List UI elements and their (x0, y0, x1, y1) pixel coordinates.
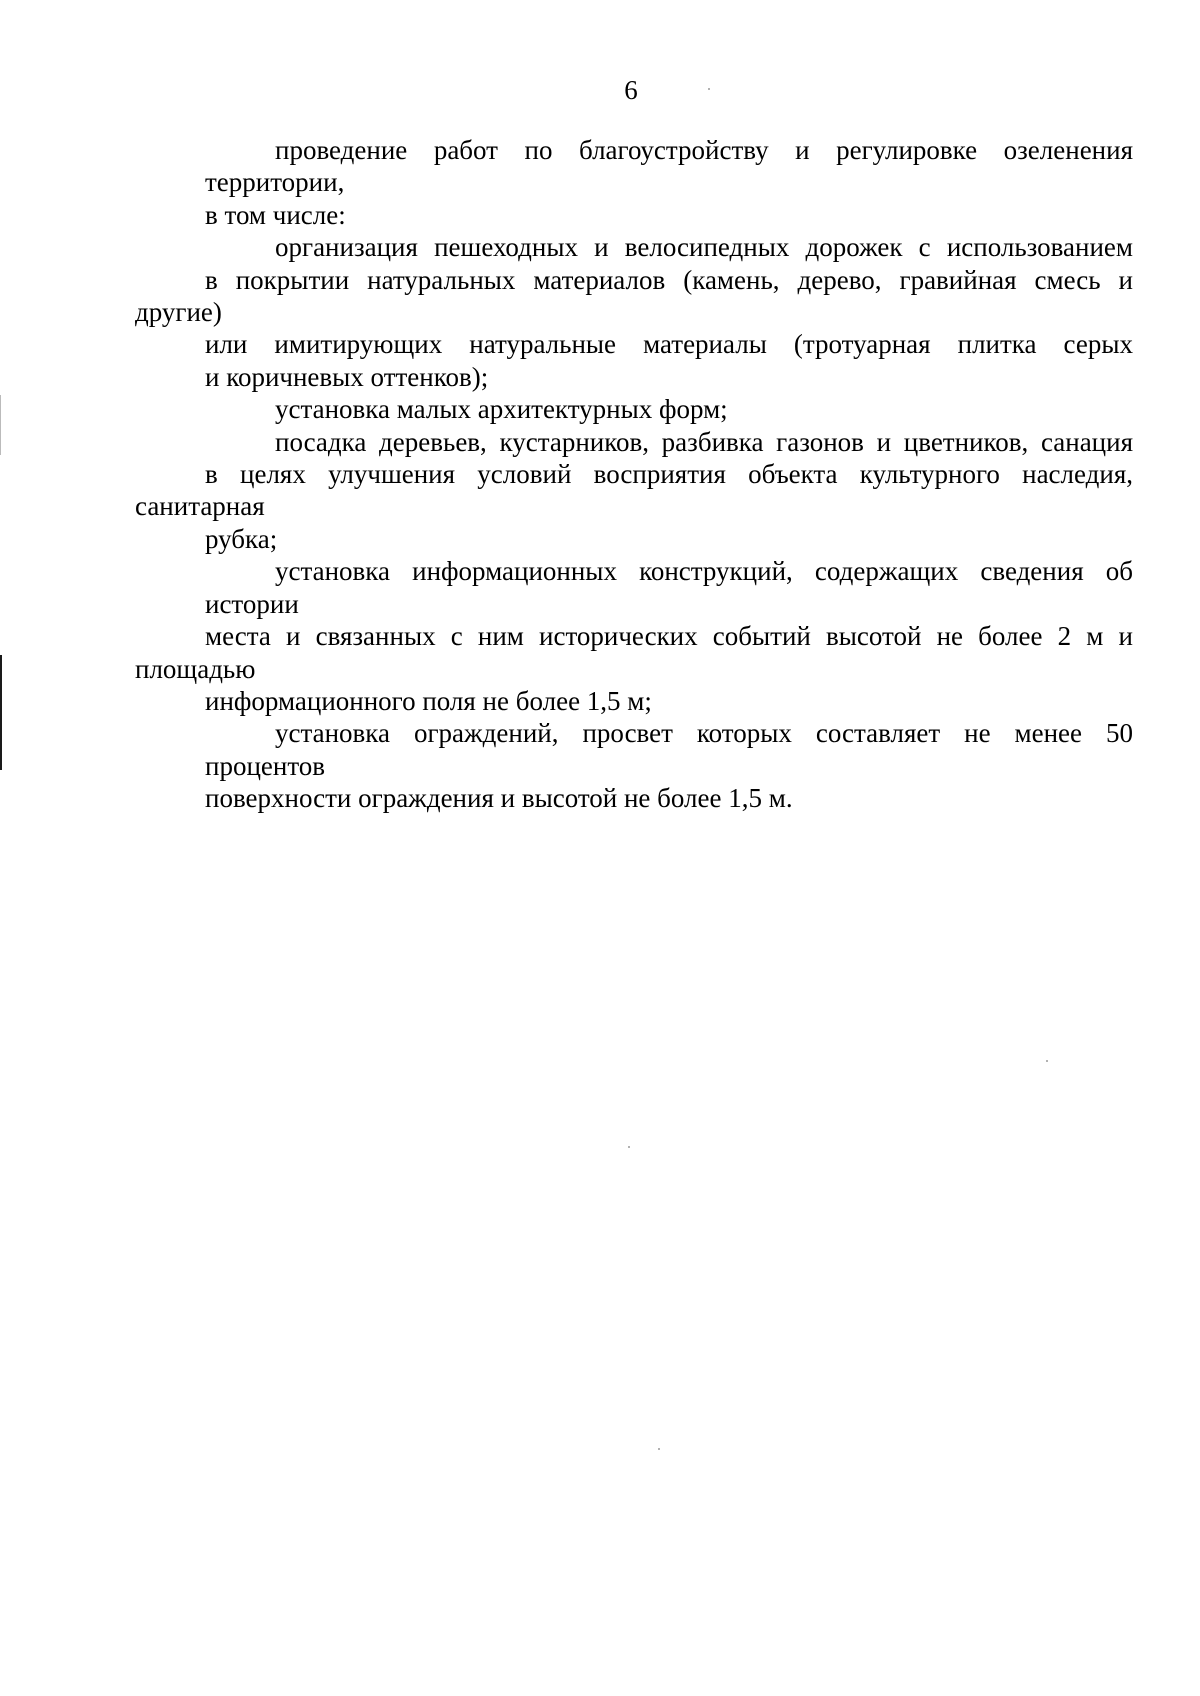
text-line: места и связанных с ним исторических событий высотой не более 2 м и площадью (135, 621, 1133, 684)
paragraph-paths (135, 231, 1133, 393)
scan-speck (628, 1146, 630, 1148)
text-line: установка ограждений, просвет которых составляет не менее 50 процентов (205, 718, 1133, 781)
paragraph-improvement-works (135, 134, 1133, 231)
page-number: 6 (624, 75, 638, 105)
text-line: или имитирующих натуральные материалы (тротуарная плитка серых (205, 329, 1133, 360)
text-line: проведение работ по благоустройству и регулировке озеленения территории, (205, 135, 1133, 198)
text-line: в том числе: (205, 199, 346, 230)
text-line: и коричневых оттенков); (205, 361, 489, 392)
paragraph-planting (135, 426, 1133, 556)
scan-speck (658, 1448, 660, 1450)
paragraph-small-forms (135, 393, 1133, 425)
document-body (135, 134, 1133, 815)
paragraph-info-structures (135, 555, 1133, 717)
text-line: организация пешеходных и велосипедных дорожек с использованием (275, 232, 1133, 263)
scan-artifact-left-edge (0, 655, 2, 770)
scan-artifact-left-edge-faint (0, 395, 1, 455)
paragraph-fences (135, 717, 1133, 814)
text-line: рубка; (205, 523, 278, 554)
text-line: в покрытии натуральных материалов (камень, дерево, гравийная смесь и другие) (135, 264, 1133, 328)
text-line: в целях улучшения условий восприятия объекта культурного наследия, санитарная (135, 459, 1133, 522)
text-line: посадка деревьев, кустарников, разбивка газонов и цветников, санация (275, 426, 1133, 457)
text-line: поверхности ограждения и высотой не более 1,5 м. (205, 783, 793, 814)
text-line: информационного поля не более 1,5 м; (205, 685, 652, 716)
scan-speck (1046, 1060, 1048, 1062)
text-line: установка малых архитектурных форм; (275, 394, 728, 425)
text-line: установка информационных конструкций, содержащих сведения об истории (205, 556, 1133, 619)
